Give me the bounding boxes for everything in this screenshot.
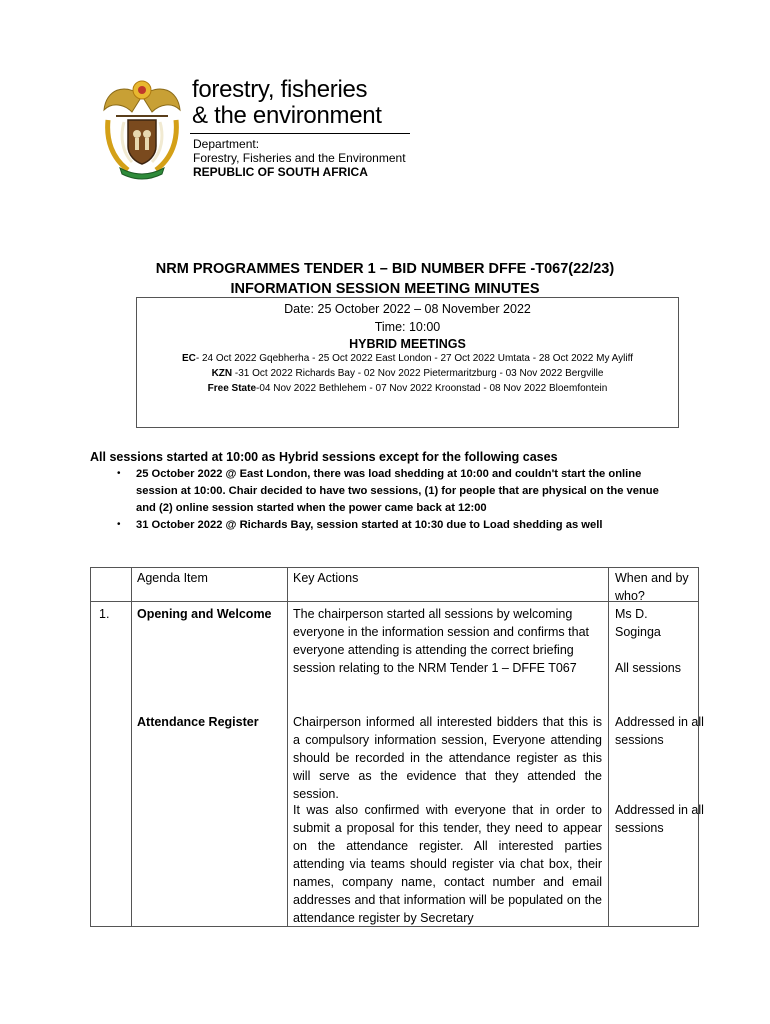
bullet-icon: • [117,519,121,530]
ec-schedule [136,352,679,366]
coat-of-arms-icon [102,76,182,180]
session-note-1: and (2) online session started when the power came back at 12:00 [136,502,487,514]
meeting-date: Date: 25 October 2022 – 08 November 2022 [284,302,531,316]
department-name: Forestry, Fisheries and the Environment [193,151,406,165]
row-number: 1. [99,607,110,621]
responsible-person: Ms D. [615,607,648,621]
agenda-item-attendance: Attendance Register [137,715,259,729]
table-col-divider [131,567,132,927]
when-attendance-1: Addressed in all sessions [615,715,704,747]
fs-dates: -04 Nov 2022 Bethlehem - 07 Nov 2022 Kroonstad - 08 Nov 2022 Bloemfontein [256,383,608,394]
key-action-attendance-2: It was also confirmed with everyone that in order to submit a proposal for this tender, they need to appear on the attendance register. All interested parties attending via teams should register via chat box, their names, company name, contact number and email addresses and that information will be populated on the attendance register by Secretary [293,803,602,925]
kzn-dates: -31 Oct 2022 Richards Bay - 02 Nov 2022 Pietermaritzburg - 03 Nov 2022 Bergville [232,368,604,379]
bullet-icon: • [117,468,121,479]
agenda-item-opening: Opening and Welcome [137,607,272,621]
when-attendance-2: Addressed in all sessions [615,803,704,835]
meeting-time: Time: 10:00 [374,320,441,334]
session-note-2: 31 October 2022 @ Richards Bay, session started at 10:30 due to Load shedding as well [136,519,603,531]
kzn-schedule [136,367,679,381]
ec-label: EC [181,353,196,364]
table-col-divider [287,567,288,927]
table-col-divider [608,567,609,927]
ec-dates: - 24 Oct 2022 Gqebherha - 25 Oct 2022 East London - 27 Oct 2022 Umtata - 28 Oct 2022 My Ayliff [195,353,633,364]
brand-line-1: forestry, fisheries [192,76,368,103]
brand-divider [190,133,410,134]
brand-line-2: & the environment [192,102,382,129]
header-when-by-who: When and by who? [615,571,689,603]
table-col-divider [90,567,91,927]
department-label: Department: [193,137,260,151]
fs-schedule [136,382,679,396]
when-opening: All sessions [615,661,681,675]
country-name: REPUBLIC OF SOUTH AFRICA [193,165,368,179]
key-action-opening: The chairperson started all sessions by welcoming everyone in the information session and confirms that everyone attending is attending the correct briefing session relating to the NRM Tender 1 – DFFE T067 [293,607,589,675]
document-title: NRM PROGRAMMES TENDER 1 – BID NUMBER DFFE -T067(22/23) [155,261,615,277]
kzn-label: KZN [211,368,233,379]
fs-label: Free State [207,383,257,394]
header-key-actions: Key Actions [293,571,359,585]
responsible-person: Soginga [615,625,661,639]
hybrid-meetings-heading: HYBRID MEETINGS [349,337,466,351]
session-note-1: session at 10:00. Chair decided to have two sessions, (1) for people that are physical on the venue [136,485,659,497]
document-subtitle: INFORMATION SESSION MEETING MINUTES [230,281,540,297]
session-note-1: 25 October 2022 @ East London, there was load shedding at 10:00 and couldn't start the online [136,468,642,480]
header-agenda-item: Agenda Item [137,571,208,585]
sessions-heading: All sessions started at 10:00 as Hybrid sessions except for the following cases [90,450,558,464]
key-action-attendance-1: Chairperson informed all interested bidders that this is a compulsory information session, Everyone attending should be recorded in the attendance register as this will serve as the evidence that they attended the session. [293,715,602,801]
